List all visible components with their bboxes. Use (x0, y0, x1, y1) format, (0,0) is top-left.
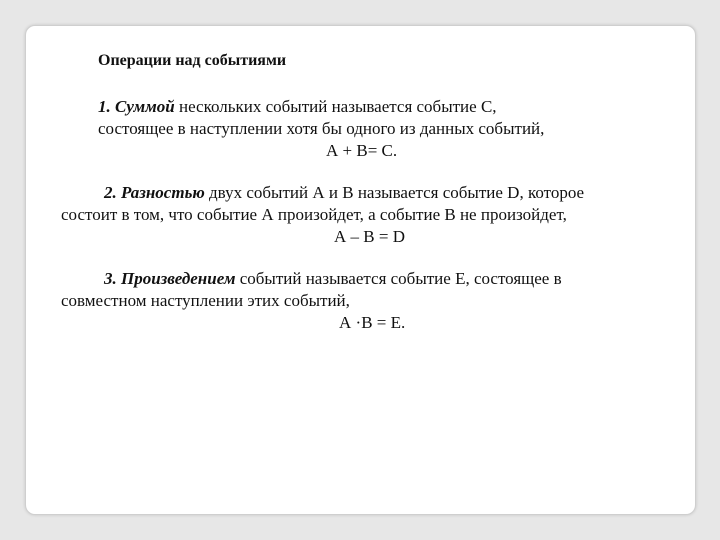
formula-product: А ·В = Е. (339, 313, 406, 332)
formula-sum: А + В= С. (326, 141, 398, 160)
term-difference: 2. Разностью (104, 183, 205, 202)
definition-2-line-2: состоит в том, что событие А произойдет, а событие В не произойдет, (61, 205, 567, 224)
definition-3-text: событий называется событие Е, состоящее в (235, 269, 562, 288)
definition-3-line-2: совместном наступлении этих событий, (61, 291, 350, 310)
definition-3-line-1 (104, 268, 562, 290)
definition-1-line-2: состоящее в наступлении хотя бы одного из данных событий, (98, 119, 545, 138)
definition-2-text: двух событий А и В называется событие D, которое (204, 183, 585, 202)
formula-difference: А – В = D (334, 227, 405, 246)
term-product: 3. Произведением (104, 269, 236, 288)
definition-1-text: нескольких событий называется событие С, (174, 97, 497, 116)
slide-title: Операции над событиями (98, 52, 287, 69)
definition-2-line-1 (104, 182, 584, 204)
slide (25, 25, 696, 515)
definition-1-line-1 (98, 96, 497, 118)
term-sum: 1. Суммой (98, 97, 175, 116)
